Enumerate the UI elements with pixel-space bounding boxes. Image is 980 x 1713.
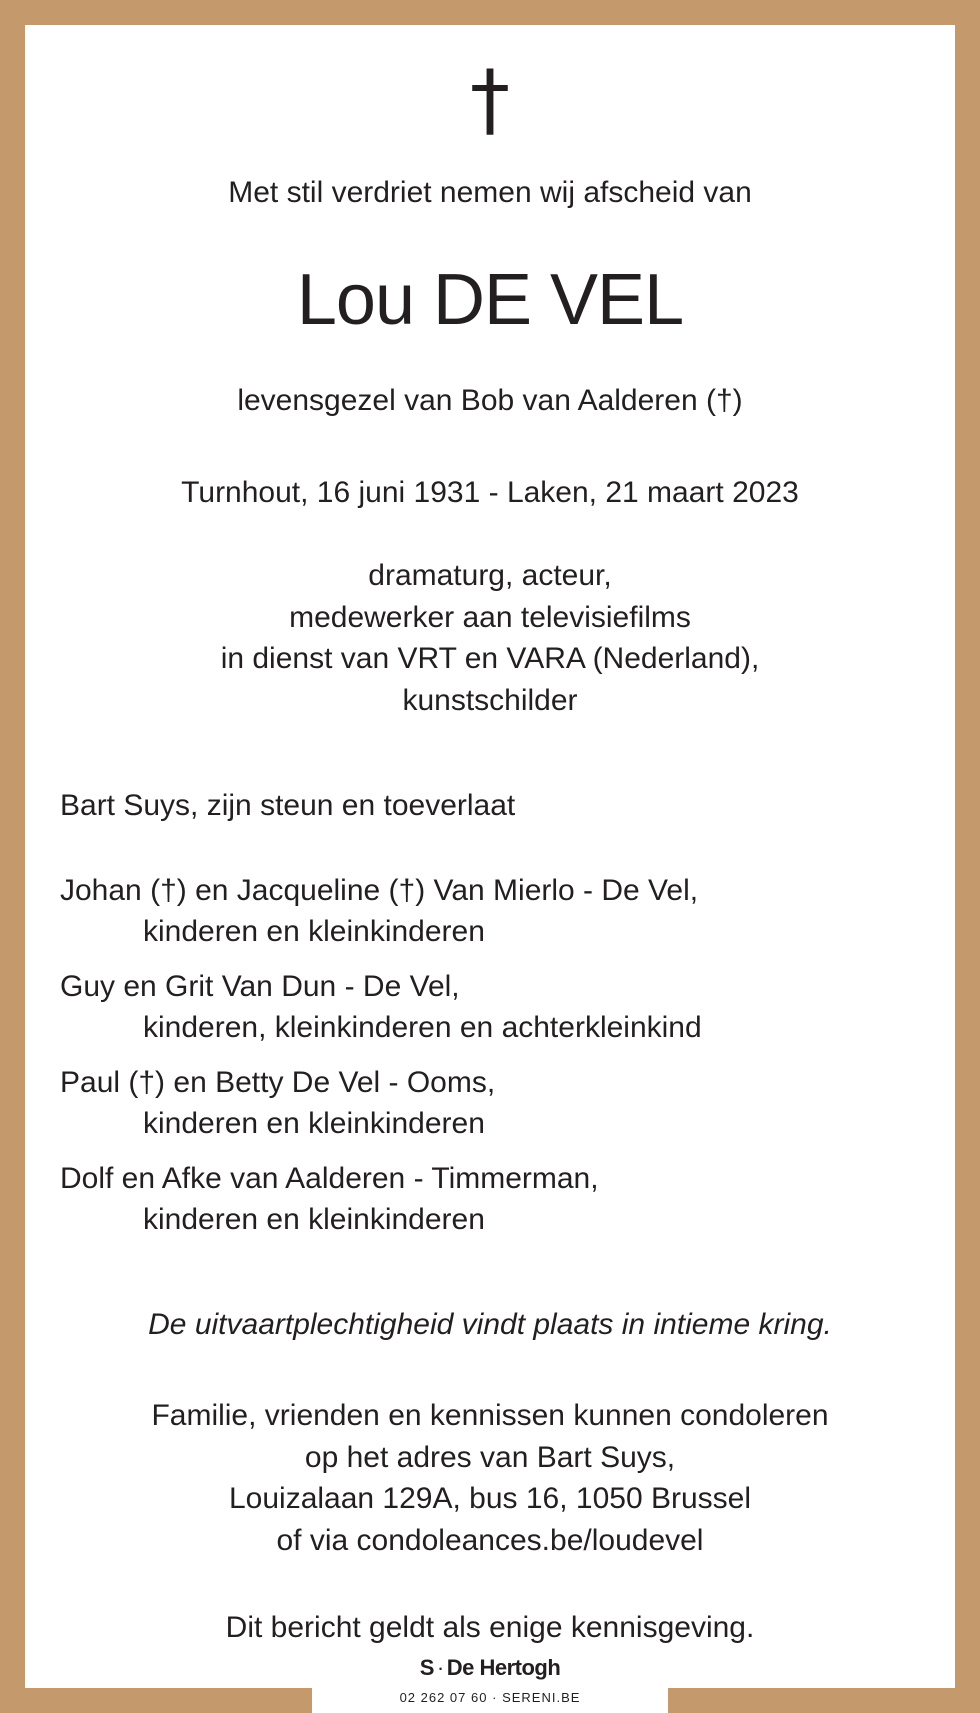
contact-separator: · [492,1690,498,1705]
family-entry [60,870,935,952]
family-entry [60,1062,935,1144]
role-line: in dienst van VRT en VARA (Nederland), [220,642,760,675]
family-line: Paul (†) en Betty De Vel - Ooms, [60,1066,496,1099]
role-line: kunstschilder [402,683,578,717]
condolence-line: op het adres van Bart Suys, [304,1440,676,1474]
footer-contact [312,1690,668,1706]
logo-name: De Hertogh [446,1655,561,1680]
cross-icon: † [470,53,510,146]
ceremony-note: De uitvaartplechtigheid vindt plaats in intieme kring. [148,1308,832,1341]
logo-dot: · [436,1655,444,1680]
family-sub: kinderen en kleinkinderen [143,1107,485,1140]
role-line: dramaturg, acteur, [368,559,612,592]
family-line: Dolf en Afke van Aalderen - Timmerman, [60,1162,599,1195]
condolence-line: of via condoleances.be/loudevel [276,1523,704,1557]
condolences-block [25,1395,955,1561]
birth-death-dates: Turnhout, 16 juni 1931 - Laken, 21 maart 2023 [181,476,799,509]
condolence-line: Louizalaan 129A, bus 16, 1050 Brussel [228,1482,752,1515]
logo-s: S [419,1655,434,1680]
family-line: Johan (†) en Jacqueline (†) Van Mierlo - De Vel, [60,874,699,907]
deceased-name: Lou DE VEL [296,260,684,340]
family-sub: kinderen, kleinkinderen en achterkleinkind [143,1011,702,1044]
role-line: medewerker aan televisiefilms [289,600,691,634]
support-line: Bart Suys, zijn steun en toeverlaat [60,789,516,822]
family-list [60,870,935,1254]
roles-block [25,555,955,721]
funeral-home-logo [312,1655,668,1681]
family-sub: kinderen en kleinkinderen [143,1203,485,1236]
notice-text: Dit bericht geldt als enige kennisgeving. [225,1611,755,1644]
partner-line: levensgezel van Bob van Aalderen (†) [237,384,743,417]
website-link[interactable]: SERENI.BE [502,1690,581,1705]
family-entry [60,1158,935,1240]
obituary-card [25,25,955,1688]
intro-text: Met stil verdriet nemen wij afscheid van [228,176,752,209]
phone-number: 02 262 07 60 [399,1690,488,1705]
family-sub: kinderen en kleinkinderen [143,915,485,948]
condolence-line: Familie, vrienden en kennissen kunnen condoleren [151,1399,829,1432]
family-line: Guy en Grit Van Dun - De Vel, [60,970,460,1003]
family-entry [60,966,935,1048]
